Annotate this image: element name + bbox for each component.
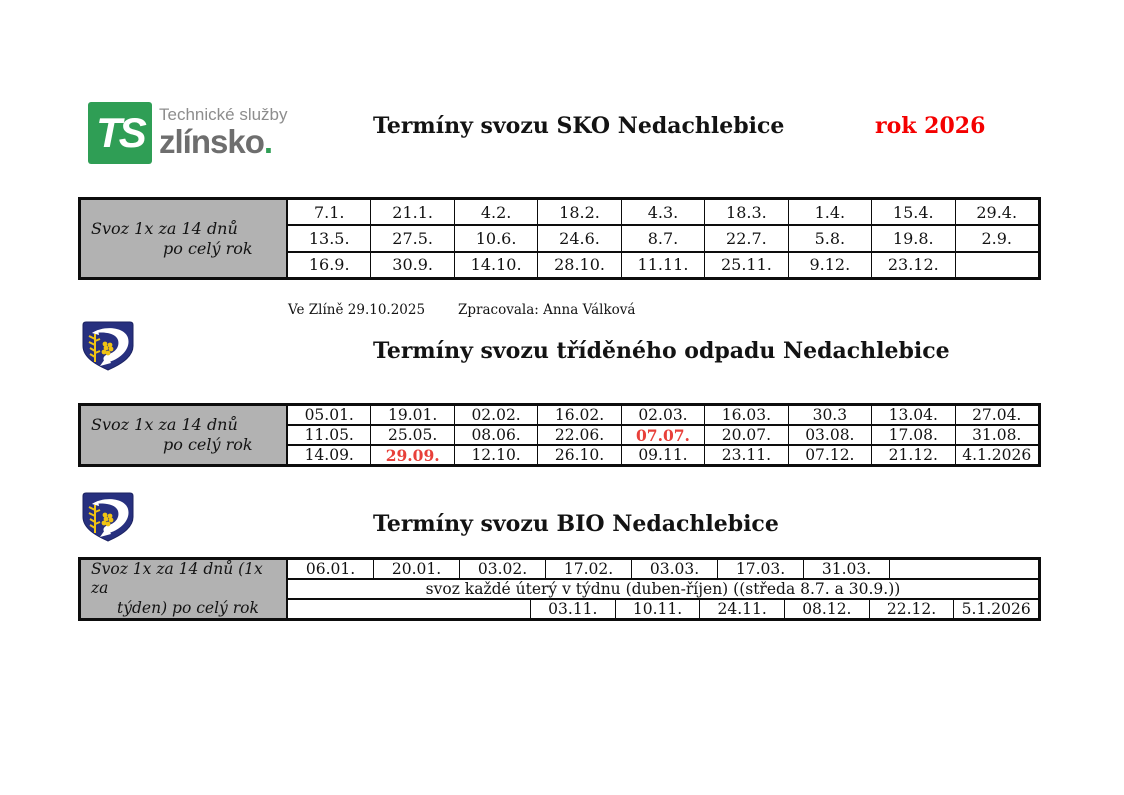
date-cell: 10.11.	[616, 600, 701, 618]
table-row	[288, 600, 1038, 618]
date-cell: 16.03.	[705, 406, 788, 424]
table-row	[288, 560, 1038, 580]
table-row	[288, 580, 1038, 600]
date-cell: 4.2.	[455, 200, 538, 224]
place-date-note: Ve Zlíně 29.10.2025	[288, 302, 426, 318]
year-label: rok 2026	[875, 113, 986, 139]
sko-row-header-line2: po celý rok	[163, 238, 253, 258]
logo-region-line: zlínsko.	[159, 123, 273, 160]
date-cell: 20.01.	[374, 560, 460, 578]
date-cell: 31.08.	[972, 426, 1022, 444]
date-cell: 17.08.	[872, 426, 955, 444]
date-cell: 12.10.	[455, 446, 538, 464]
tridene-row-header	[81, 406, 288, 464]
date-cell: 02.02.	[455, 406, 538, 424]
bio-table-body	[288, 560, 1038, 618]
date-cell: 13.5.	[288, 226, 371, 250]
date-cell: 21.12.	[872, 446, 955, 464]
date-cell: 26.10.	[538, 446, 621, 464]
tridene-row-header-line2: po celý rok	[163, 435, 253, 454]
sko-row-header	[81, 200, 288, 277]
date-cell: 18.3.	[705, 200, 788, 224]
date-cell: 07.12.	[789, 446, 872, 464]
date-cell: 23.12.	[872, 253, 955, 277]
date-cell: 02.03.	[622, 406, 705, 424]
date-cell: 17.03.	[718, 560, 804, 578]
date-cell: 03.03.	[632, 560, 718, 578]
date-cell: 25.05.	[371, 426, 454, 444]
logo-company-line: Technické služby	[159, 105, 288, 124]
tridene-section-title: Termíny svozu tříděného odpadu Nedachlebice	[373, 338, 950, 364]
date-cell: 16.02.	[538, 406, 621, 424]
date-cell: 31.03.	[804, 560, 890, 578]
date-cell: 09.11.	[622, 446, 705, 464]
date-cell: 14.10.	[455, 253, 538, 277]
empty-date-cell	[890, 560, 1038, 578]
summer-schedule-note-cell: svoz každé úterý v týdnu (duben-říjen) ((středa 8.7. a 30.9.))	[425, 580, 901, 598]
author-note: Zpracovala: Anna Válková	[458, 302, 636, 318]
date-cell: 8.7.	[622, 226, 705, 250]
date-cell: 4.1.2026	[962, 446, 1032, 464]
date-cell: 17.02.	[546, 560, 632, 578]
ts-zlinsko-logo	[88, 102, 288, 164]
table-row	[288, 406, 1038, 426]
date-cell: 03.11.	[531, 600, 616, 618]
date-cell: 18.2.	[538, 200, 621, 224]
date-cell: 28.10.	[538, 253, 621, 277]
tridene-row-header-line1: Svoz 1x za 14 dnů	[91, 415, 238, 434]
table-row	[288, 446, 1038, 464]
date-cell: 10.6.	[455, 226, 538, 250]
date-cell: 22.12.	[870, 600, 955, 618]
tridene-table-body	[288, 406, 1038, 464]
date-cell: 06.01.	[288, 560, 374, 578]
date-cell: 5.8.	[789, 226, 872, 250]
date-cell: 19.8.	[872, 226, 955, 250]
date-cell: 21.1.	[371, 200, 454, 224]
date-cell: 5.1.2026	[961, 600, 1031, 618]
date-cell: 4.3.	[622, 200, 705, 224]
date-cell: 15.4.	[872, 200, 955, 224]
date-cell: 2.9.	[981, 228, 1012, 248]
date-cell: 03.02.	[460, 560, 546, 578]
bio-row-header	[81, 560, 288, 618]
date-cell: 24.11.	[700, 600, 785, 618]
date-cell: 27.04.	[972, 406, 1022, 424]
date-cell: 20.07.	[705, 426, 788, 444]
sko-table-body	[288, 200, 1038, 277]
date-cell: 30.9.	[371, 253, 454, 277]
tridene-schedule-table	[78, 403, 1041, 467]
date-cell: 29.4.	[976, 202, 1018, 222]
highlighted-date-cell: 07.07.	[622, 426, 705, 444]
date-cell: 24.6.	[538, 226, 621, 250]
date-cell: 08.06.	[455, 426, 538, 444]
date-cell: 30.3	[789, 406, 872, 424]
bio-row-header-line1: Svoz 1x za 14 dnů (1x za	[91, 559, 263, 598]
date-cell: 23.11.	[705, 446, 788, 464]
empty-date-cell	[956, 253, 1038, 277]
ts-logo-abbr: TS	[96, 109, 144, 156]
date-cell: 7.1.	[288, 200, 371, 224]
highlighted-date-cell: 29.09.	[371, 446, 454, 464]
date-cell: 25.11.	[705, 253, 788, 277]
date-cell: 27.5.	[371, 226, 454, 250]
table-row	[288, 426, 1038, 446]
logo-green-dot: .	[263, 123, 273, 160]
ts-logo-mark	[88, 102, 152, 164]
date-cell: 16.9.	[288, 253, 371, 277]
table-row	[288, 226, 1038, 252]
nedachlebice-crest-icon	[82, 492, 134, 542]
date-cell: 05.01.	[288, 406, 371, 424]
date-cell: 22.7.	[705, 226, 788, 250]
date-cell: 11.11.	[622, 253, 705, 277]
date-cell: 9.12.	[789, 253, 872, 277]
nedachlebice-crest-icon	[82, 321, 134, 371]
table-row	[288, 253, 1038, 277]
date-cell: 22.06.	[538, 426, 621, 444]
date-cell: 13.04.	[872, 406, 955, 424]
sko-section-title: Termíny svozu SKO Nedachlebice	[373, 113, 785, 139]
empty-date-cell	[288, 600, 531, 618]
bio-section-title: Termíny svozu BIO Nedachlebice	[373, 511, 779, 537]
date-cell: 03.08.	[789, 426, 872, 444]
bio-row-header-line2: týden) po celý rok	[117, 598, 259, 617]
date-cell: 19.01.	[371, 406, 454, 424]
date-cell: 11.05.	[288, 426, 371, 444]
date-cell: 1.4.	[789, 200, 872, 224]
ts-logo-text	[159, 102, 288, 160]
sko-schedule-table	[78, 197, 1041, 280]
sko-row-header-line1: Svoz 1x za 14 dnů	[91, 218, 238, 238]
date-cell: 14.09.	[288, 446, 371, 464]
date-cell: 08.12.	[785, 600, 870, 618]
bio-schedule-table	[78, 557, 1041, 621]
table-row	[288, 200, 1038, 226]
